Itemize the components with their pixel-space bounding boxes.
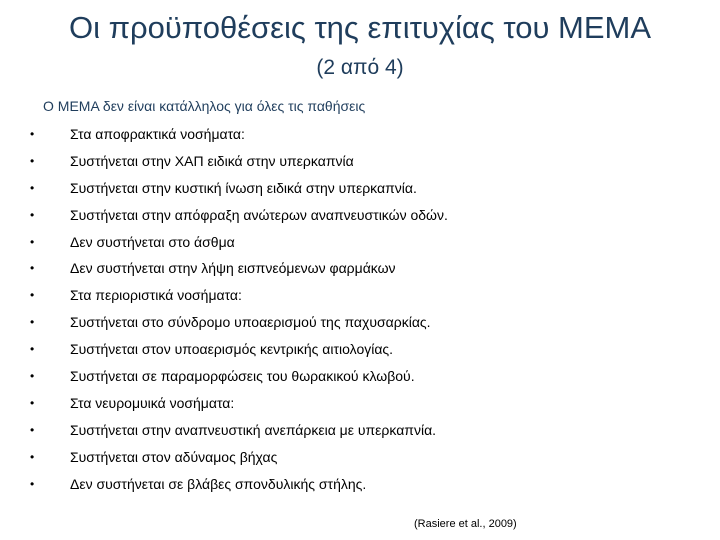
bullet-dot-icon: • — [30, 476, 35, 491]
bullet-text: Στα αποφρακτικά νοσήματα: — [70, 126, 245, 142]
bullet-item — [0, 202, 720, 229]
bullet-text: Συστήνεται στην απόφραξη ανώτερων αναπνευστικών οδών. — [70, 206, 448, 223]
bullet-text: Δεν συστήνεται σε βλάβες σπονδυλικής στήλης. — [70, 475, 367, 492]
bullet-item — [0, 175, 720, 202]
bullet-text: Συστήνεται στο σύνδρομο υποαερισμού της παχυσαρκίας. — [70, 314, 431, 331]
bullet-dot-icon: • — [30, 342, 35, 357]
bullet-text: Συστήνεται στην ΧΑΠ ειδικά στην υπερκαπνία — [70, 152, 354, 169]
bullet-item — [0, 282, 720, 309]
bullet-item — [0, 309, 720, 336]
bullet-item — [0, 336, 720, 363]
bullet-item — [0, 390, 720, 417]
bullet-text: Δεν συστήνεται στην λήψη εισπνεόμενων φαρμάκων — [70, 260, 396, 277]
bullet-dot-icon: • — [30, 127, 35, 141]
bullet-item — [0, 148, 720, 175]
bullet-list — [0, 121, 720, 497]
bullet-item — [0, 229, 720, 256]
bullet-item — [0, 444, 720, 471]
bullet-item — [0, 121, 720, 148]
bullet-text: Συστήνεται στον αδύναμος βήχας — [70, 448, 278, 465]
bullet-dot-icon: • — [30, 180, 35, 195]
bullet-dot-icon: • — [30, 422, 35, 437]
bullet-dot-icon: • — [30, 234, 35, 249]
bullet-dot-icon: • — [30, 261, 35, 276]
bullet-dot-icon: • — [30, 153, 35, 168]
bullet-dot-icon: • — [30, 369, 35, 384]
bullet-item — [0, 363, 720, 390]
citation: (Rasiere et al., 2009) — [414, 518, 517, 530]
bullet-text: Στα νευρομυικά νοσήματα: — [70, 394, 235, 411]
intro-text: Ο ΜΕΜΑ δεν είναι κατάλληλος για όλες τις παθήσεις — [43, 98, 366, 114]
bullet-text: Στα περιοριστικά νοσήματα: — [70, 287, 242, 304]
slide-subtitle: (2 από 4) — [316, 56, 404, 79]
bullet-dot-icon: • — [30, 395, 35, 410]
bullet-text: Συστήνεται σε παραμορφώσεις του θωρακικού κλωβού. — [70, 368, 415, 385]
bullet-text: Συστήνεται στην αναπνευστική ανεπάρκεια με υπερκαπνία. — [70, 421, 437, 438]
bullet-text: Συστήνεται στον υποαερισμός κεντρικής αιτιολογίας. — [70, 341, 394, 358]
bullet-text: Συστήνεται στην κυστική ίνωση ειδικά στην υπερκαπνία. — [70, 179, 417, 196]
bullet-dot-icon: • — [30, 449, 35, 464]
bullet-dot-icon: • — [30, 207, 35, 222]
bullet-dot-icon: • — [30, 288, 35, 303]
slide-title: Οι προϋποθέσεις της επιτυχίας του ΜΕΜΑ — [68, 10, 652, 45]
bullet-item — [0, 417, 720, 444]
bullet-dot-icon: • — [30, 315, 35, 330]
bullet-item — [0, 471, 720, 498]
bullet-item — [0, 255, 720, 282]
bullet-text: Δεν συστήνεται στο άσθμα — [70, 233, 235, 250]
